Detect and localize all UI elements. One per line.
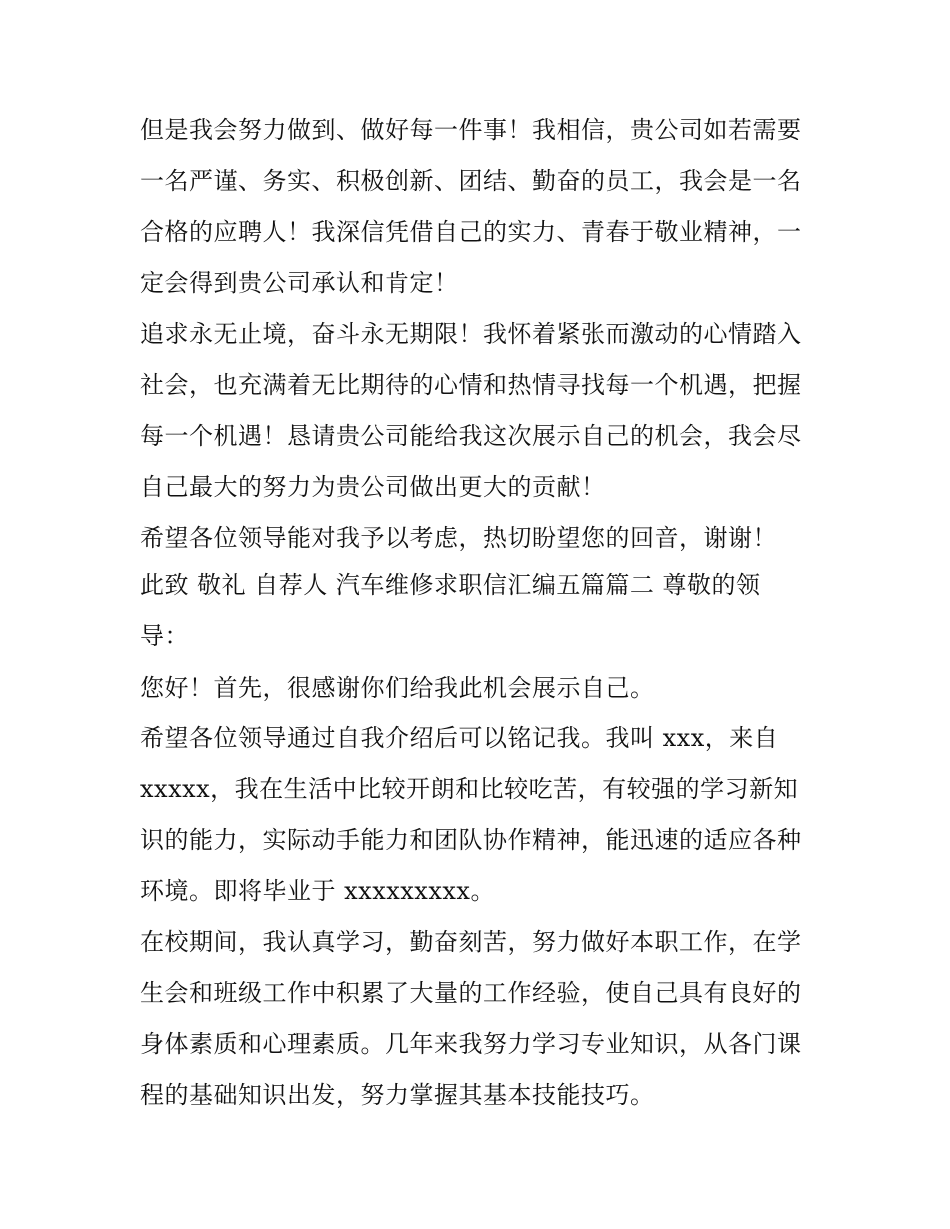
text-line: 导：	[140, 622, 189, 650]
text-line: 追求永无止境，奋斗永无期限！我怀着紧张而激动的心情踏入	[140, 320, 802, 348]
text-line: 身体素质和心理素质。几年来我努力学习专业知识，从各门课	[140, 1030, 802, 1058]
text-line: 识的能力，实际动手能力和团队协作精神，能迅速的适应各种	[140, 826, 802, 854]
text-line: 您好！首先，很感谢你们给我此机会展示自己。	[140, 674, 655, 702]
text-line: 合格的应聘人！我深信凭借自己的实力、青春于敬业精神，一	[140, 218, 802, 246]
text-line: xxxxx，我在生活中比较开朗和比较吃苦，有较强的学习新知	[140, 775, 799, 803]
text-line: 自己最大的努力为贵公司做出更大的贡献！	[140, 473, 606, 501]
text-line: 在校期间，我认真学习，勤奋刻苦，努力做好本职工作，在学	[140, 928, 802, 956]
text-line: 希望各位领导能对我予以考虑，热切盼望您的回音，谢谢！	[140, 524, 777, 552]
text-line: 一名严谨、务实、积极创新、团结、勤奋的员工，我会是一名	[140, 167, 802, 195]
text-line: 但是我会努力做到、做好每一件事！我相信，贵公司如若需要	[140, 116, 802, 144]
text-line: 程的基础知识出发，努力掌握其基本技能技巧。	[140, 1081, 655, 1109]
text-line: 社会，也充满着无比期待的心情和热情寻找每一个机遇，把握	[140, 371, 802, 399]
text-line: 环境。即将毕业于 xxxxxxxxx。	[140, 877, 495, 905]
text-line: 此致 敬礼 自荐人 汽车维修求职信汇编五篇篇二 尊敬的领	[140, 571, 761, 599]
text-line: 希望各位领导通过自我介绍后可以铭记我。我叫 xxx，来自	[140, 724, 779, 752]
text-line: 每一个机遇！恳请贵公司能给我这次展示自己的机会，我会尽	[140, 422, 802, 450]
text-line: 生会和班级工作中积累了大量的工作经验，使自己具有良好的	[140, 979, 802, 1007]
text-line: 定会得到贵公司承认和肯定！	[140, 269, 459, 297]
